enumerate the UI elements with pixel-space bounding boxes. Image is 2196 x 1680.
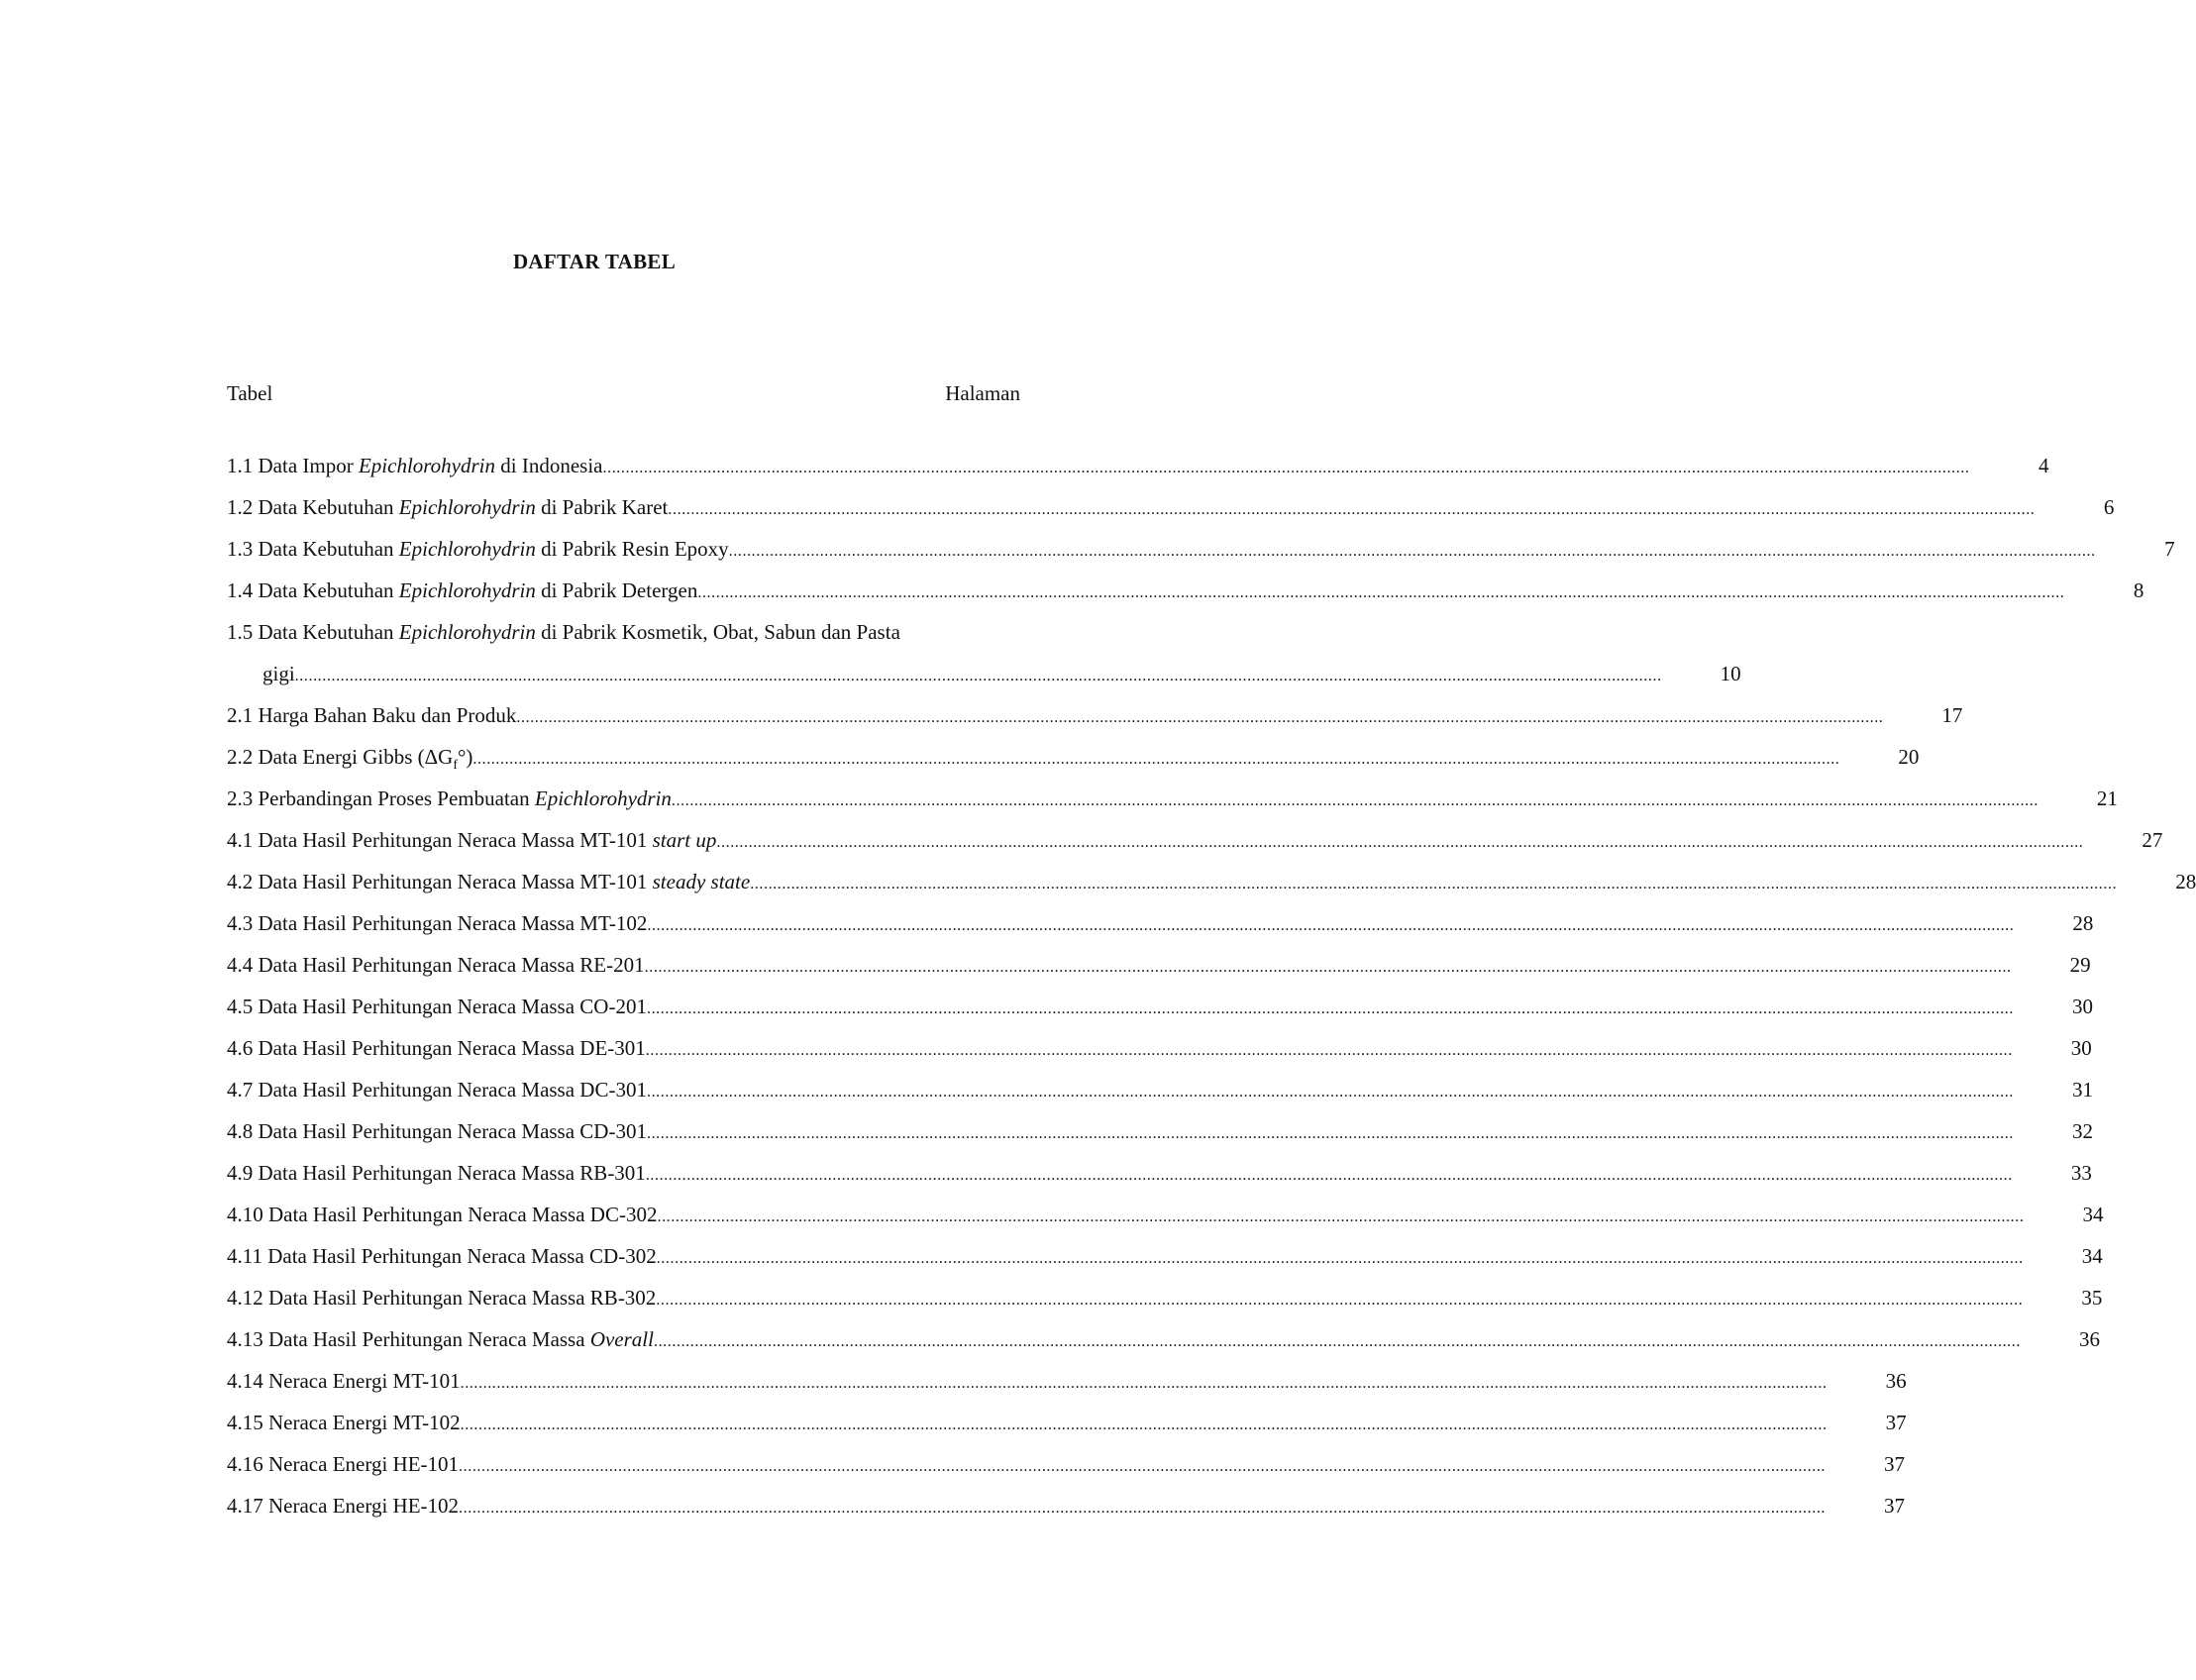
toc-entry[interactable] [227,1360,1907,1402]
toc-entry[interactable] [227,902,2094,944]
entry-label [227,445,603,486]
entry-label [227,486,668,528]
entry-label [227,653,295,694]
entry-label-text: 1.1 Data Impor [227,454,359,477]
entry-page-number: 29 [2069,953,2091,977]
entry-label [227,1360,461,1402]
entry-label-text: 4.8 Data Hasil Perhitungan Neraca Massa CD-301 [227,1119,647,1143]
toc-entry[interactable] [227,986,2093,1027]
entry-label-text: 4.10 Data Hasil Perhitungan Neraca Massa DC-302 [227,1203,658,1226]
entry-label [227,1277,656,1318]
entry-label-rest: di Pabrik Resin Epoxy [535,537,729,561]
entry-label-text: 4.3 Data Hasil Perhitungan Neraca Massa MT-102 [227,911,648,935]
toc-entry[interactable] [227,778,2118,819]
toc-entry[interactable] [227,445,2049,486]
entry-label [227,1027,646,1069]
entry-label-italic: Epichlorohydrin [398,620,536,644]
entry-label-italic: Epichlorohydrin [398,495,536,519]
toc-entry[interactable] [227,944,2091,986]
entry-label-text: 4.2 Data Hasil Perhitungan Neraca Massa MT-101 [227,870,653,893]
dot-leader: ............................................................................................................................................................................................................................................................................................................ [472,751,1840,768]
entry-page-number: 28 [2072,911,2094,935]
entry-label-text: 1.5 Data Kebutuhan [227,620,399,644]
entry-page-number: 36 [2078,1327,2100,1351]
entry-label-text: 4.9 Data Hasil Perhitungan Neraca Massa RB-301 [227,1161,646,1185]
entry-label-text: 4.1 Data Hasil Perhitungan Neraca Massa MT-101 [227,828,653,852]
entry-label [227,944,645,986]
page-title: DAFTAR TABEL [512,250,677,273]
entry-label [227,1443,459,1485]
entry-label-italic: Overall [589,1327,654,1351]
dot-leader: ............................................................................................................................................................................................................................................................................................................ [668,501,2036,518]
entry-label [227,986,647,1027]
toc-entry[interactable] [227,1318,2100,1360]
entry-label [227,1152,646,1194]
entry-label-text: 4.5 Data Hasil Perhitungan Neraca Massa CO-201 [227,995,647,1018]
entry-label-text: 4.16 Neraca Energi HE-101 [227,1452,460,1476]
entry-page-number: 10 [1720,662,1741,685]
dot-leader: ............................................................................................................................................................................................................................................................................................................ [656,1292,2024,1309]
entry-label-rest: °) [458,745,473,769]
entry-label [227,1069,647,1110]
dot-leader: ............................................................................................................................................................................................................................................................................................................ [602,460,1970,476]
dot-leader: ............................................................................................................................................................................................................................................................................................................ [653,1333,2021,1350]
entry-page-number: 4 [2039,454,2049,477]
toc-entry[interactable] [227,736,1920,778]
entry-page-number: 8 [2133,578,2144,602]
entry-label [227,1485,459,1526]
entry-label [227,1318,654,1360]
entry-label-italic: Epichlorohydrin [398,578,536,602]
entry-label [227,1235,657,1277]
entry-page-number: 21 [2096,787,2118,810]
entry-page-number: 27 [2142,828,2163,852]
toc-entry[interactable] [227,1069,2093,1110]
column-header-table: Tabel [227,381,273,405]
dot-leader: ............................................................................................................................................................................................................................................................................................................ [459,1500,1827,1517]
column-header-page: Halaman [945,381,1020,405]
toc-entry[interactable] [227,1277,2103,1318]
dot-leader: ............................................................................................................................................................................................................................................................................................................ [657,1208,2025,1225]
dot-leader: ............................................................................................................................................................................................................................................................................................................ [645,1042,2013,1059]
entry-label-text: 4.17 Neraca Energi HE-102 [227,1494,460,1518]
dot-leader: ............................................................................................................................................................................................................................................................................................................ [671,792,2039,809]
entry-label-rest: di Pabrik Detergen [535,578,698,602]
toc-entry[interactable] [227,1235,2103,1277]
toc-entry[interactable] [227,1485,1906,1526]
toc-entry[interactable] [227,570,2144,611]
entry-label-text: 2.3 Perbandingan Proses Pembuatan [227,787,535,810]
toc-entry[interactable] [227,861,2196,902]
entry-page-number: 30 [2071,995,2093,1018]
entry-label-text: 4.4 Data Hasil Perhitungan Neraca Massa RE-201 [227,953,645,977]
toc-entry-continuation[interactable] [227,653,1741,694]
dot-leader: ............................................................................................................................................................................................................................................................................................................ [294,668,1662,684]
column-header [227,381,1020,406]
entry-label-rest: di Pabrik Karet [535,495,669,519]
entry-label-text: 4.12 Data Hasil Perhitungan Neraca Massa RB-302 [227,1286,657,1310]
table-list [227,445,2196,1526]
entry-label-italic: Epichlorohydrin [358,454,496,477]
entry-label [227,528,729,570]
entry-label-text: 2.1 Harga Bahan Baku dan Produk [227,703,517,727]
entry-label-text: 2.2 Data Energi Gibbs (ΔG [227,745,454,769]
entry-page-number: 34 [2082,1203,2104,1226]
dot-leader: ............................................................................................................................................................................................................................................................................................................ [750,876,2118,892]
entry-label [227,1402,461,1443]
dot-leader: ............................................................................................................................................................................................................................................................................................................ [697,584,2065,601]
toc-entry[interactable] [227,611,1020,653]
dot-leader: ............................................................................................................................................................................................................................................................................................................ [646,1125,2014,1142]
entry-label-continuation: gigi [262,662,295,685]
entry-page-number: 6 [2103,495,2115,519]
entry-label-italic: start up [652,828,717,852]
dot-leader: ............................................................................................................................................................................................................................................................................................................ [646,1000,2014,1017]
entry-label [227,819,716,861]
entry-page-number: 7 [2164,537,2175,561]
entry-label [227,1194,657,1235]
entry-label-text: 1.3 Data Kebutuhan [227,537,399,561]
toc-entry[interactable] [227,528,2175,570]
entry-page-number: 31 [2071,1078,2093,1102]
dot-leader: ............................................................................................................................................................................................................................................................................................................ [646,1084,2014,1101]
entry-label-italic: steady state [652,870,751,893]
entry-page-number: 33 [2070,1161,2092,1185]
entry-page-number: 37 [1884,1494,1906,1518]
entry-label-text: 4.15 Neraca Energi MT-102 [227,1411,461,1434]
dot-leader: ............................................................................................................................................................................................................................................................................................................ [460,1375,1828,1392]
entry-label-text: 1.4 Data Kebutuhan [227,578,399,602]
entry-label [227,861,750,902]
entry-label-text: 4.6 Data Hasil Perhitungan Neraca Massa DE-301 [227,1036,646,1060]
toc-entry[interactable] [227,1110,2093,1152]
entry-label [227,570,697,611]
entry-page-number: 20 [1898,745,1920,769]
toc-entry[interactable] [227,1194,2104,1235]
toc-entry[interactable] [227,819,2163,861]
dot-leader: ............................................................................................................................................................................................................................................................................................................ [656,1250,2024,1267]
entry-label-rest: di Pabrik Kosmetik, Obat, Sabun dan Pasta [535,620,900,644]
entry-page-number: 17 [1941,703,1963,727]
dot-leader: ............................................................................................................................................................................................................................................................................................................ [728,543,2096,560]
toc-entry[interactable] [227,1402,1907,1443]
entry-page-number: 34 [2081,1244,2103,1268]
entry-label-text: 4.7 Data Hasil Perhitungan Neraca Massa DC-301 [227,1078,647,1102]
entry-label [227,694,516,736]
entry-label-italic: Epichlorohydrin [534,787,672,810]
entry-label [227,736,472,778]
entry-label [227,1110,647,1152]
entry-label-text: 1.2 Data Kebutuhan [227,495,399,519]
dot-leader: ............................................................................................................................................................................................................................................................................................................ [459,1458,1827,1475]
dot-leader: ............................................................................................................................................................................................................................................................................................................ [716,834,2084,851]
entry-page-number: 28 [2175,870,2196,893]
entry-page-number: 32 [2071,1119,2093,1143]
toc-entry[interactable] [227,1443,1906,1485]
toc-entry[interactable] [227,694,1963,736]
entry-page-number: 35 [2081,1286,2103,1310]
dot-leader: ............................................................................................................................................................................................................................................................................................................ [516,709,1884,726]
entry-label-italic: Epichlorohydrin [398,537,536,561]
entry-label-rest: di Indonesia [495,454,603,477]
toc-entry[interactable] [227,486,2115,528]
entry-label-subscript: f [453,758,458,774]
entry-label-text: 4.14 Neraca Energi MT-101 [227,1369,461,1393]
dot-leader: ............................................................................................................................................................................................................................................................................................................ [647,917,2015,934]
entry-label [227,611,900,653]
dot-leader: ............................................................................................................................................................................................................................................................................................................ [460,1417,1828,1433]
entry-page-number: 36 [1885,1369,1907,1393]
entry-label [227,902,647,944]
entry-page-number: 37 [1885,1411,1907,1434]
entry-label-text: 4.11 Data Hasil Perhitungan Neraca Massa CD-302 [227,1244,657,1268]
entry-label-text: 4.13 Data Hasil Perhitungan Neraca Massa [227,1327,590,1351]
entry-page-number: 30 [2070,1036,2092,1060]
dot-leader: ............................................................................................................................................................................................................................................................................................................ [645,1167,2013,1184]
toc-entry[interactable] [227,1027,2092,1069]
dot-leader: ............................................................................................................................................................................................................................................................................................................ [644,959,2012,976]
entry-label [227,778,672,819]
entry-page-number: 37 [1884,1452,1906,1476]
toc-entry[interactable] [227,1152,2092,1194]
